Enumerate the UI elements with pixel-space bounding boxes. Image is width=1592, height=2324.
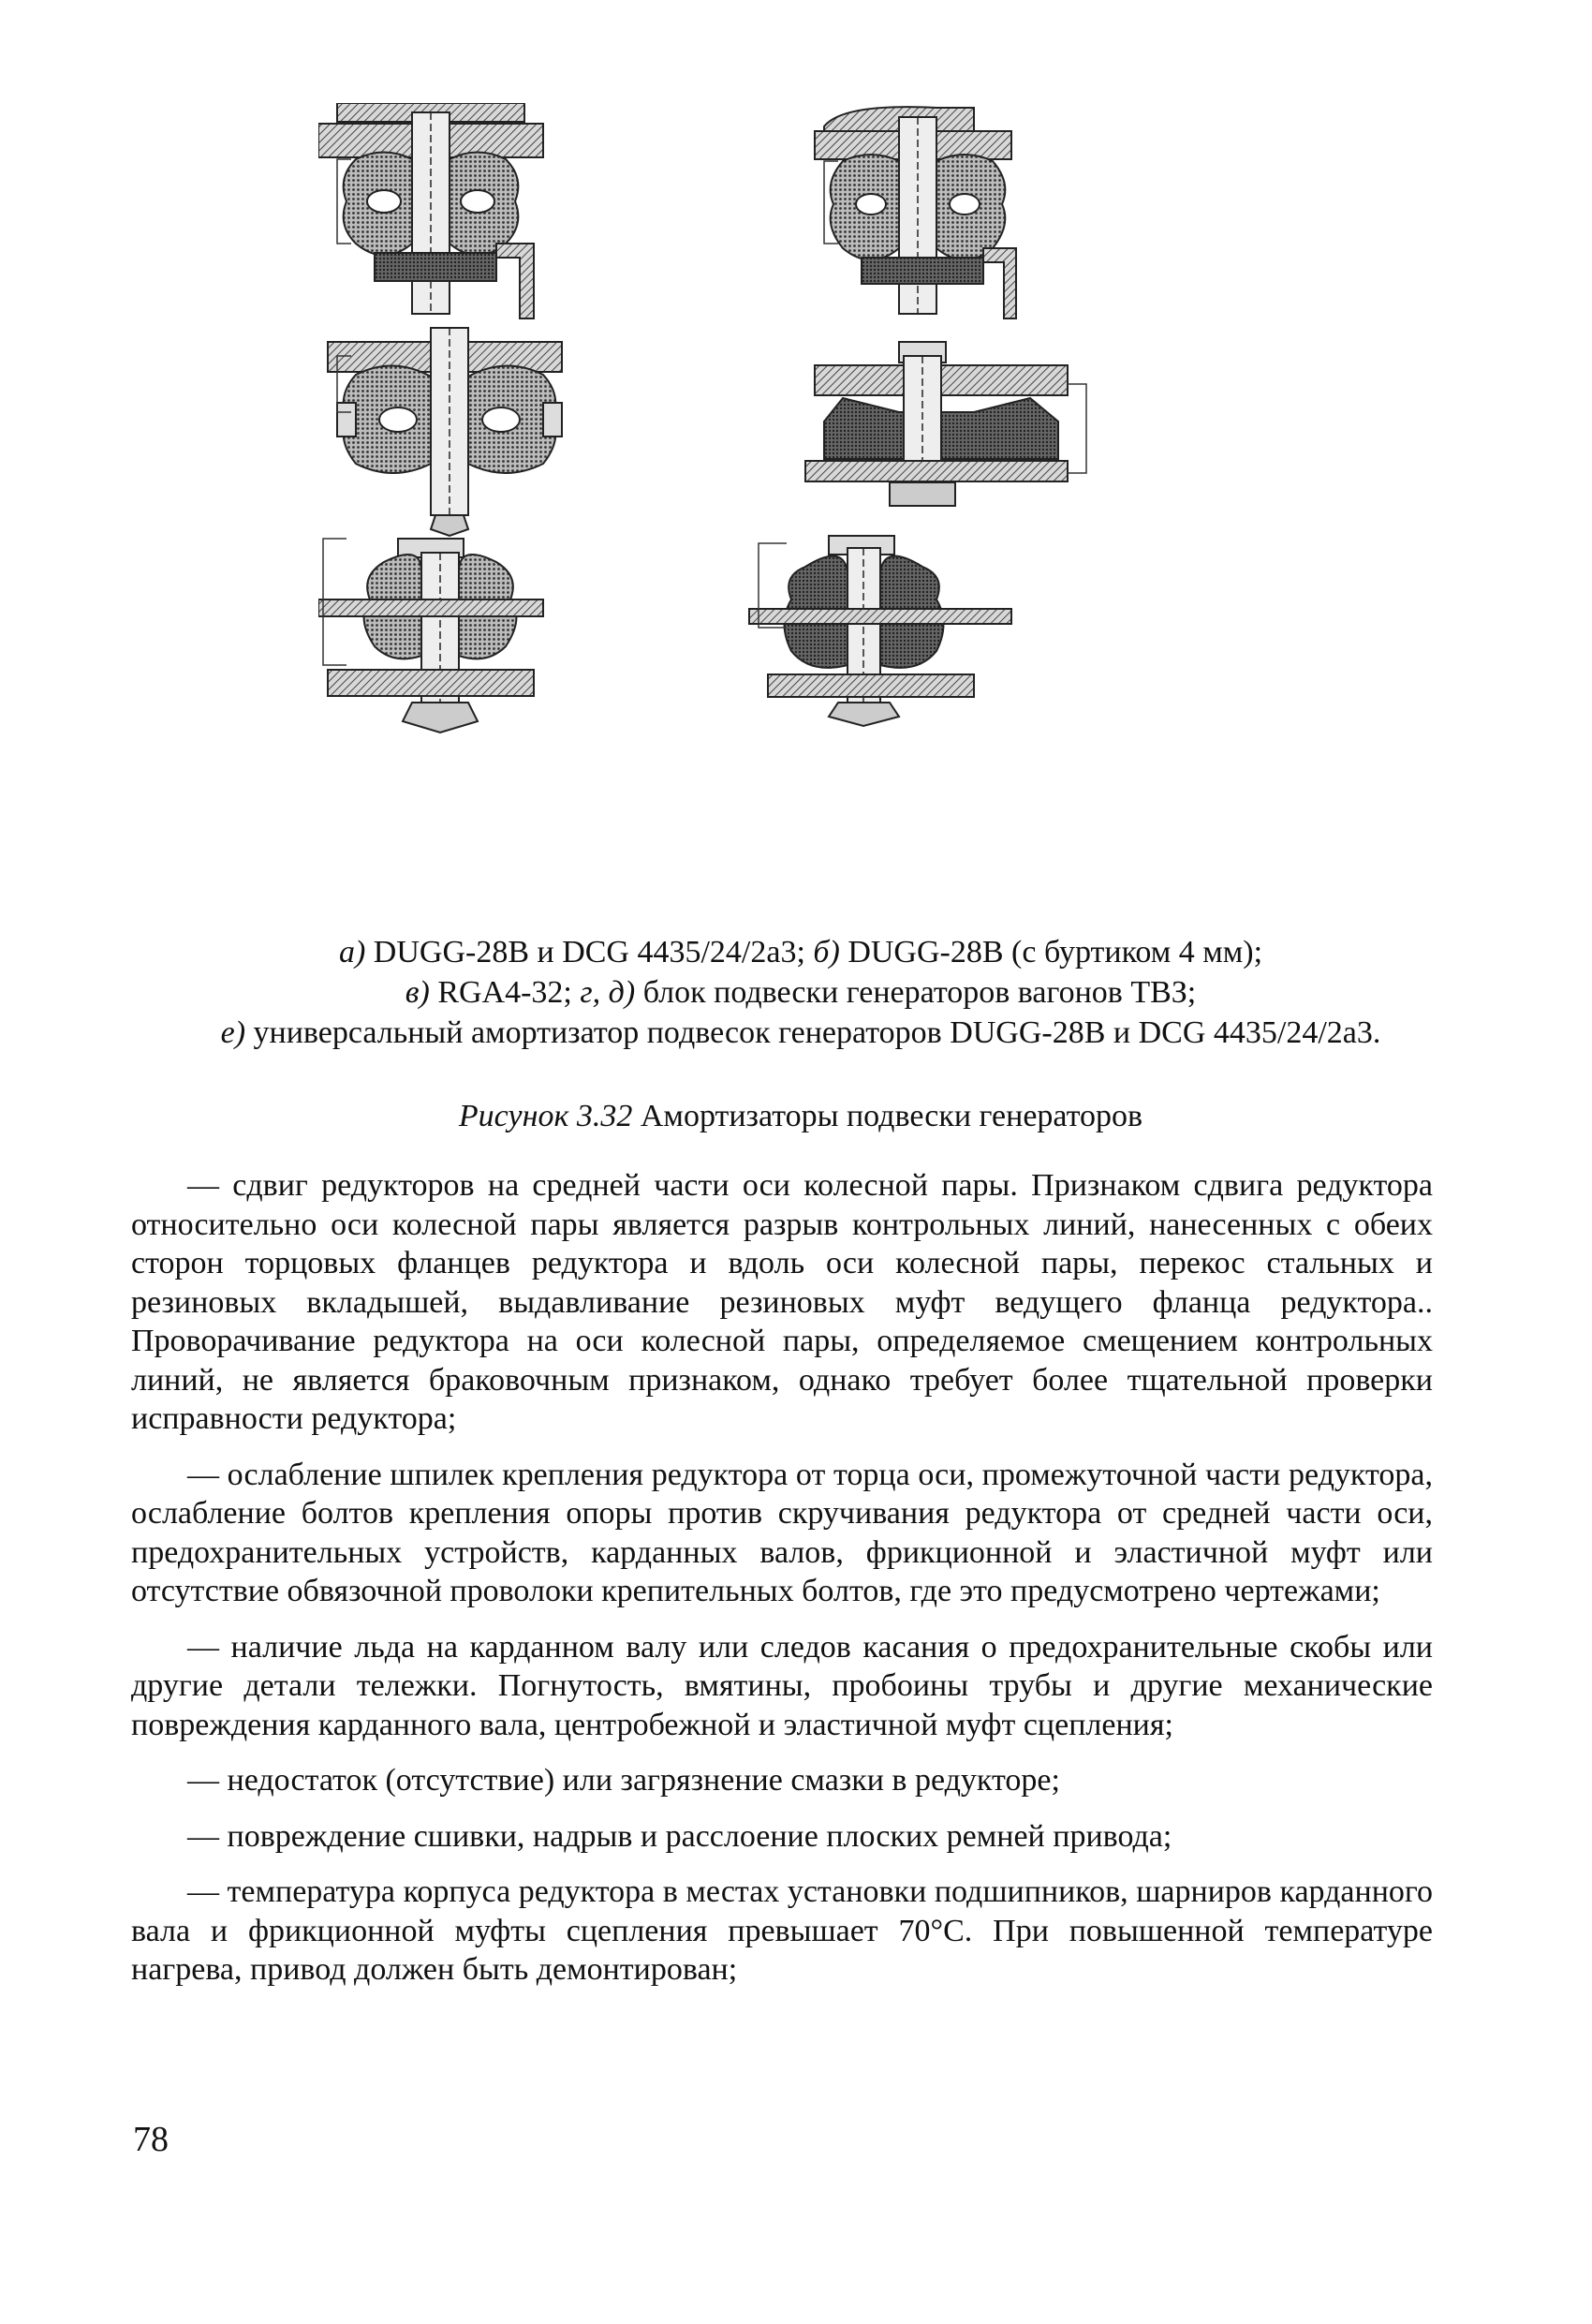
- paragraph: — наличие льда на карданном валу или следов касания о предохранительные скобы или другие детали тележки. Погнутость, вмятины, пробоины трубы и другие механические повреждения карданного вала, центробежной и эластичной муфт сцепления;: [131, 1629, 1433, 1742]
- sketch-g: [805, 342, 1086, 506]
- caption-fragment: универсальный амортизатор подвесок генераторов DUGG-28B и DCG 4435/24/2а3.: [245, 1015, 1381, 1050]
- figure-title-text: Амортизаторы подвески генераторов: [632, 1099, 1143, 1133]
- figure-drawing: [318, 103, 1292, 909]
- caption-fragment: е): [220, 1015, 246, 1050]
- figure-shock-absorbers: [318, 103, 1292, 909]
- caption-line: [159, 972, 1442, 1013]
- sketch-e: [749, 536, 1011, 726]
- sketch-a: [318, 103, 543, 318]
- caption-fragment: блок подвески генераторов вагонов ТВЗ;: [635, 975, 1197, 1010]
- caption-line: [159, 932, 1442, 972]
- caption-fragment: RGA4-32;: [429, 975, 581, 1010]
- paragraph: — недостаток (отсутствие) или загрязнение смазки в редукторе;: [187, 1763, 1060, 1798]
- sketch-d: [318, 539, 543, 733]
- figure-title: [159, 1096, 1442, 1136]
- paragraph: — температура корпуса редуктора в местах установки подшипников, шарниров карданного вала и фрикционной муфты сцепления превышает 70°С. При повышенной температуре нагрева, привод должен быть демонтирован;: [131, 1874, 1433, 1987]
- caption-fragment: б): [813, 935, 840, 970]
- caption-fragment: DUGG-28B (с буртиком 4 мм);: [839, 935, 1263, 970]
- caption-fragment: а): [338, 935, 366, 970]
- body-text: [131, 1166, 1433, 2006]
- sketch-b: [815, 107, 1016, 318]
- paragraph: — ослабление шпилек крепления редуктора от торца оси, промежуточной части редуктора, ослабление болтов крепления опоры против скручивания редуктора от средней части оси, предохранительных устройств, карданных валов, фрикционной и эластичной муфт или отсутствие обвязочной проволоки крепительных болтов, где это предусмотрено чертежами;: [131, 1457, 1433, 1608]
- paragraph: — повреждение сшивки, надрыв и расслоение плоских ремней привода;: [187, 1818, 1172, 1854]
- paragraph: — сдвиг редукторов на средней части оси колесной пары. Признаком сдвига редуктора относительно оси колесной пары является разрыв контрольных линий, нанесенных с обеих сторон торцовых фланцев редуктора и вдоль оси колесной пары, перекос стальных и резиновых вкладышей, выдавливание резиновых муфт ведущего фланца редуктора.. Проворачивание редуктора на оси колесной пары, определяемое смещением контрольных линий, не является браковочным признаком, однако требует более тщательной проверки исправности редуктора;: [131, 1168, 1433, 1436]
- sketch-v: [328, 328, 562, 536]
- figure-label: Рисунок 3.32: [458, 1099, 633, 1133]
- caption-fragment: DUGG-28B и DCG 4435/24/2а3;: [365, 935, 814, 970]
- caption-fragment: г, д): [580, 975, 636, 1010]
- page-number: 78: [133, 2120, 169, 2159]
- figure-caption: [159, 932, 1442, 1053]
- caption-line: [159, 1013, 1442, 1053]
- caption-fragment: в): [405, 975, 430, 1010]
